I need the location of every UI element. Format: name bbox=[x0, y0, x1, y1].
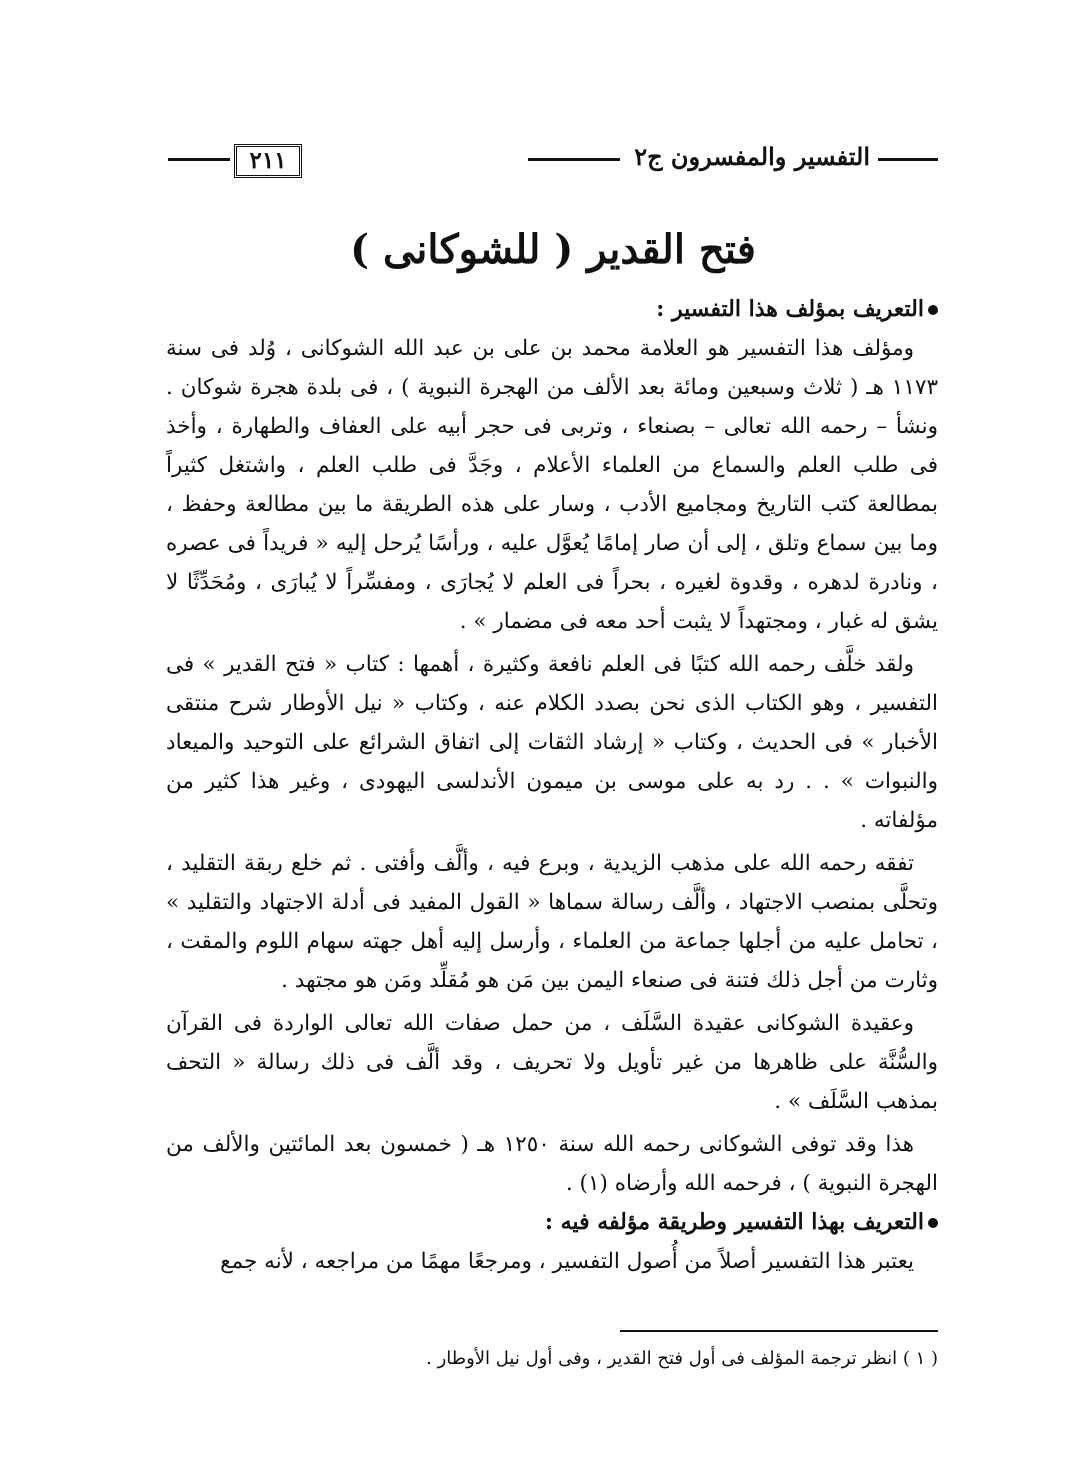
paragraph: تفقه رحمه الله على مذهب الزيدية ، وبرع فيه ، وألَّف وأفتى . ثم خلع ربقة التقليد ، وتحلَّى بمنصب الاجتهاد ، وألَّف رسالة سماها « القول المفيد فى أدلة الاجتهاد والتقليد » ، تحامل عليه من أجلها جماعة من العلماء ، وأرسل إليه أهل جهته سهام اللوم والمقت ، وثارت من أجل ذلك فتنة فى صنعاء اليمن بين مَن هو مُقلِّد ومَن هو مجتهد . bbox=[166, 851, 938, 993]
section-heading bbox=[166, 1203, 938, 1242]
chapter-title: فتح القدير ( للشوكانى ) bbox=[350, 226, 756, 273]
header-rule-left bbox=[168, 158, 230, 161]
paragraph: ومؤلف هذا التفسير هو العلامة محمد بن على بن عبد الله الشوكانى ، وُلد فى سنة ١١٧٣ هـ ( ثلاث وسبعين ومائة بعد الألف من الهجرة النبوية ) ، فى بلدة هجرة شوكان . ونشأ – رحمه الله تعالى – بصنعاء ، وتربى فى حجر أبيه على العفاف والطهارة ، وأخذ فى طلب العلم والسماع من العلماء الأعلام ، وجَدَّ فى طلب العلم ، واشتغل كثيراً بمطالعة كتب التاريخ ومجاميع الأدب ، وسار على هذه الطريقة ما بين مطالعة وحفظ ، وما بين سماع وتلق ، إلى أن صار إمامًا يُعوَّل عليه ، ورأسًا يُرحل إليه « فريداً فى عصره ، ونادرة لدهره ، وقدوة لغيره ، بحراً فى العلم لا يُجارَى ، ومفسِّراً لا يُبارَى ، ومُحَدِّثًا لا يشق له غبار ، ومجتهداً لا يثبت أحد معه فى مضمار » . bbox=[166, 336, 938, 634]
running-header bbox=[168, 140, 938, 180]
paragraph: وعقيدة الشوكانى عقيدة السَّلَف ، من حمل صفات الله تعالى الواردة فى القرآن والسُّنَّة على ظاهرها من غير تأويل ولا تحريف ، وقد ألَّف فى ذلك رسالة « التحف بمذهب السَّلَف » . bbox=[166, 1011, 938, 1114]
page-number: ٢١١ bbox=[234, 144, 302, 178]
paragraph: ولقد خلَّف رحمه الله كتبًا فى العلم نافعة وكثيرة ، أهمها : كتاب « فتح القدير » فى التفسير ، وهو الكتاب الذى نحن بصدد الكلام عنه ، وكتاب « نيل الأوطار شرح منتقى الأخبار » فى الحديث ، وكتاب « إرشاد الثقات إلى اتفاق الشرائع على التوحيد والميعاد والنبوات » . . رد به على موسى بن ميمون الأندلسى اليهودى ، وغير هذا كثير من مؤلفاته . bbox=[166, 652, 938, 833]
footnote: ( ١ ) انظر ترجمة المؤلف فى أول فتح القدير ، وفى أول نيل الأوطار . bbox=[426, 1348, 938, 1369]
paragraph: يعتبر هذا التفسير أصلاً من أُصول التفسير ، ومرجعًا مهمًا من مراجعه ، لأنه جمع bbox=[220, 1249, 914, 1274]
body-text bbox=[166, 290, 938, 1281]
footnote-separator bbox=[620, 1330, 938, 1332]
section-heading-text: التعريف بمؤلف هذا التفسير : bbox=[656, 296, 924, 322]
section-heading bbox=[166, 290, 938, 329]
bullet-icon bbox=[928, 1218, 938, 1228]
paragraph: هذا وقد توفى الشوكانى رحمه الله سنة ١٢٥٠ هـ ( خمسون بعد المائتين والألف من الهجرة النبوية ) ، فرحمه الله وأرضاه (١) . bbox=[166, 1132, 938, 1196]
header-rule-right bbox=[878, 158, 938, 161]
section-heading-text: التعريف بهذا التفسير وطريقة مؤلفه فيه : bbox=[544, 1209, 924, 1235]
running-title: التفسير والمفسرون ج٢ bbox=[634, 142, 870, 171]
bullet-icon bbox=[928, 305, 938, 315]
header-rule-middle bbox=[528, 158, 620, 161]
